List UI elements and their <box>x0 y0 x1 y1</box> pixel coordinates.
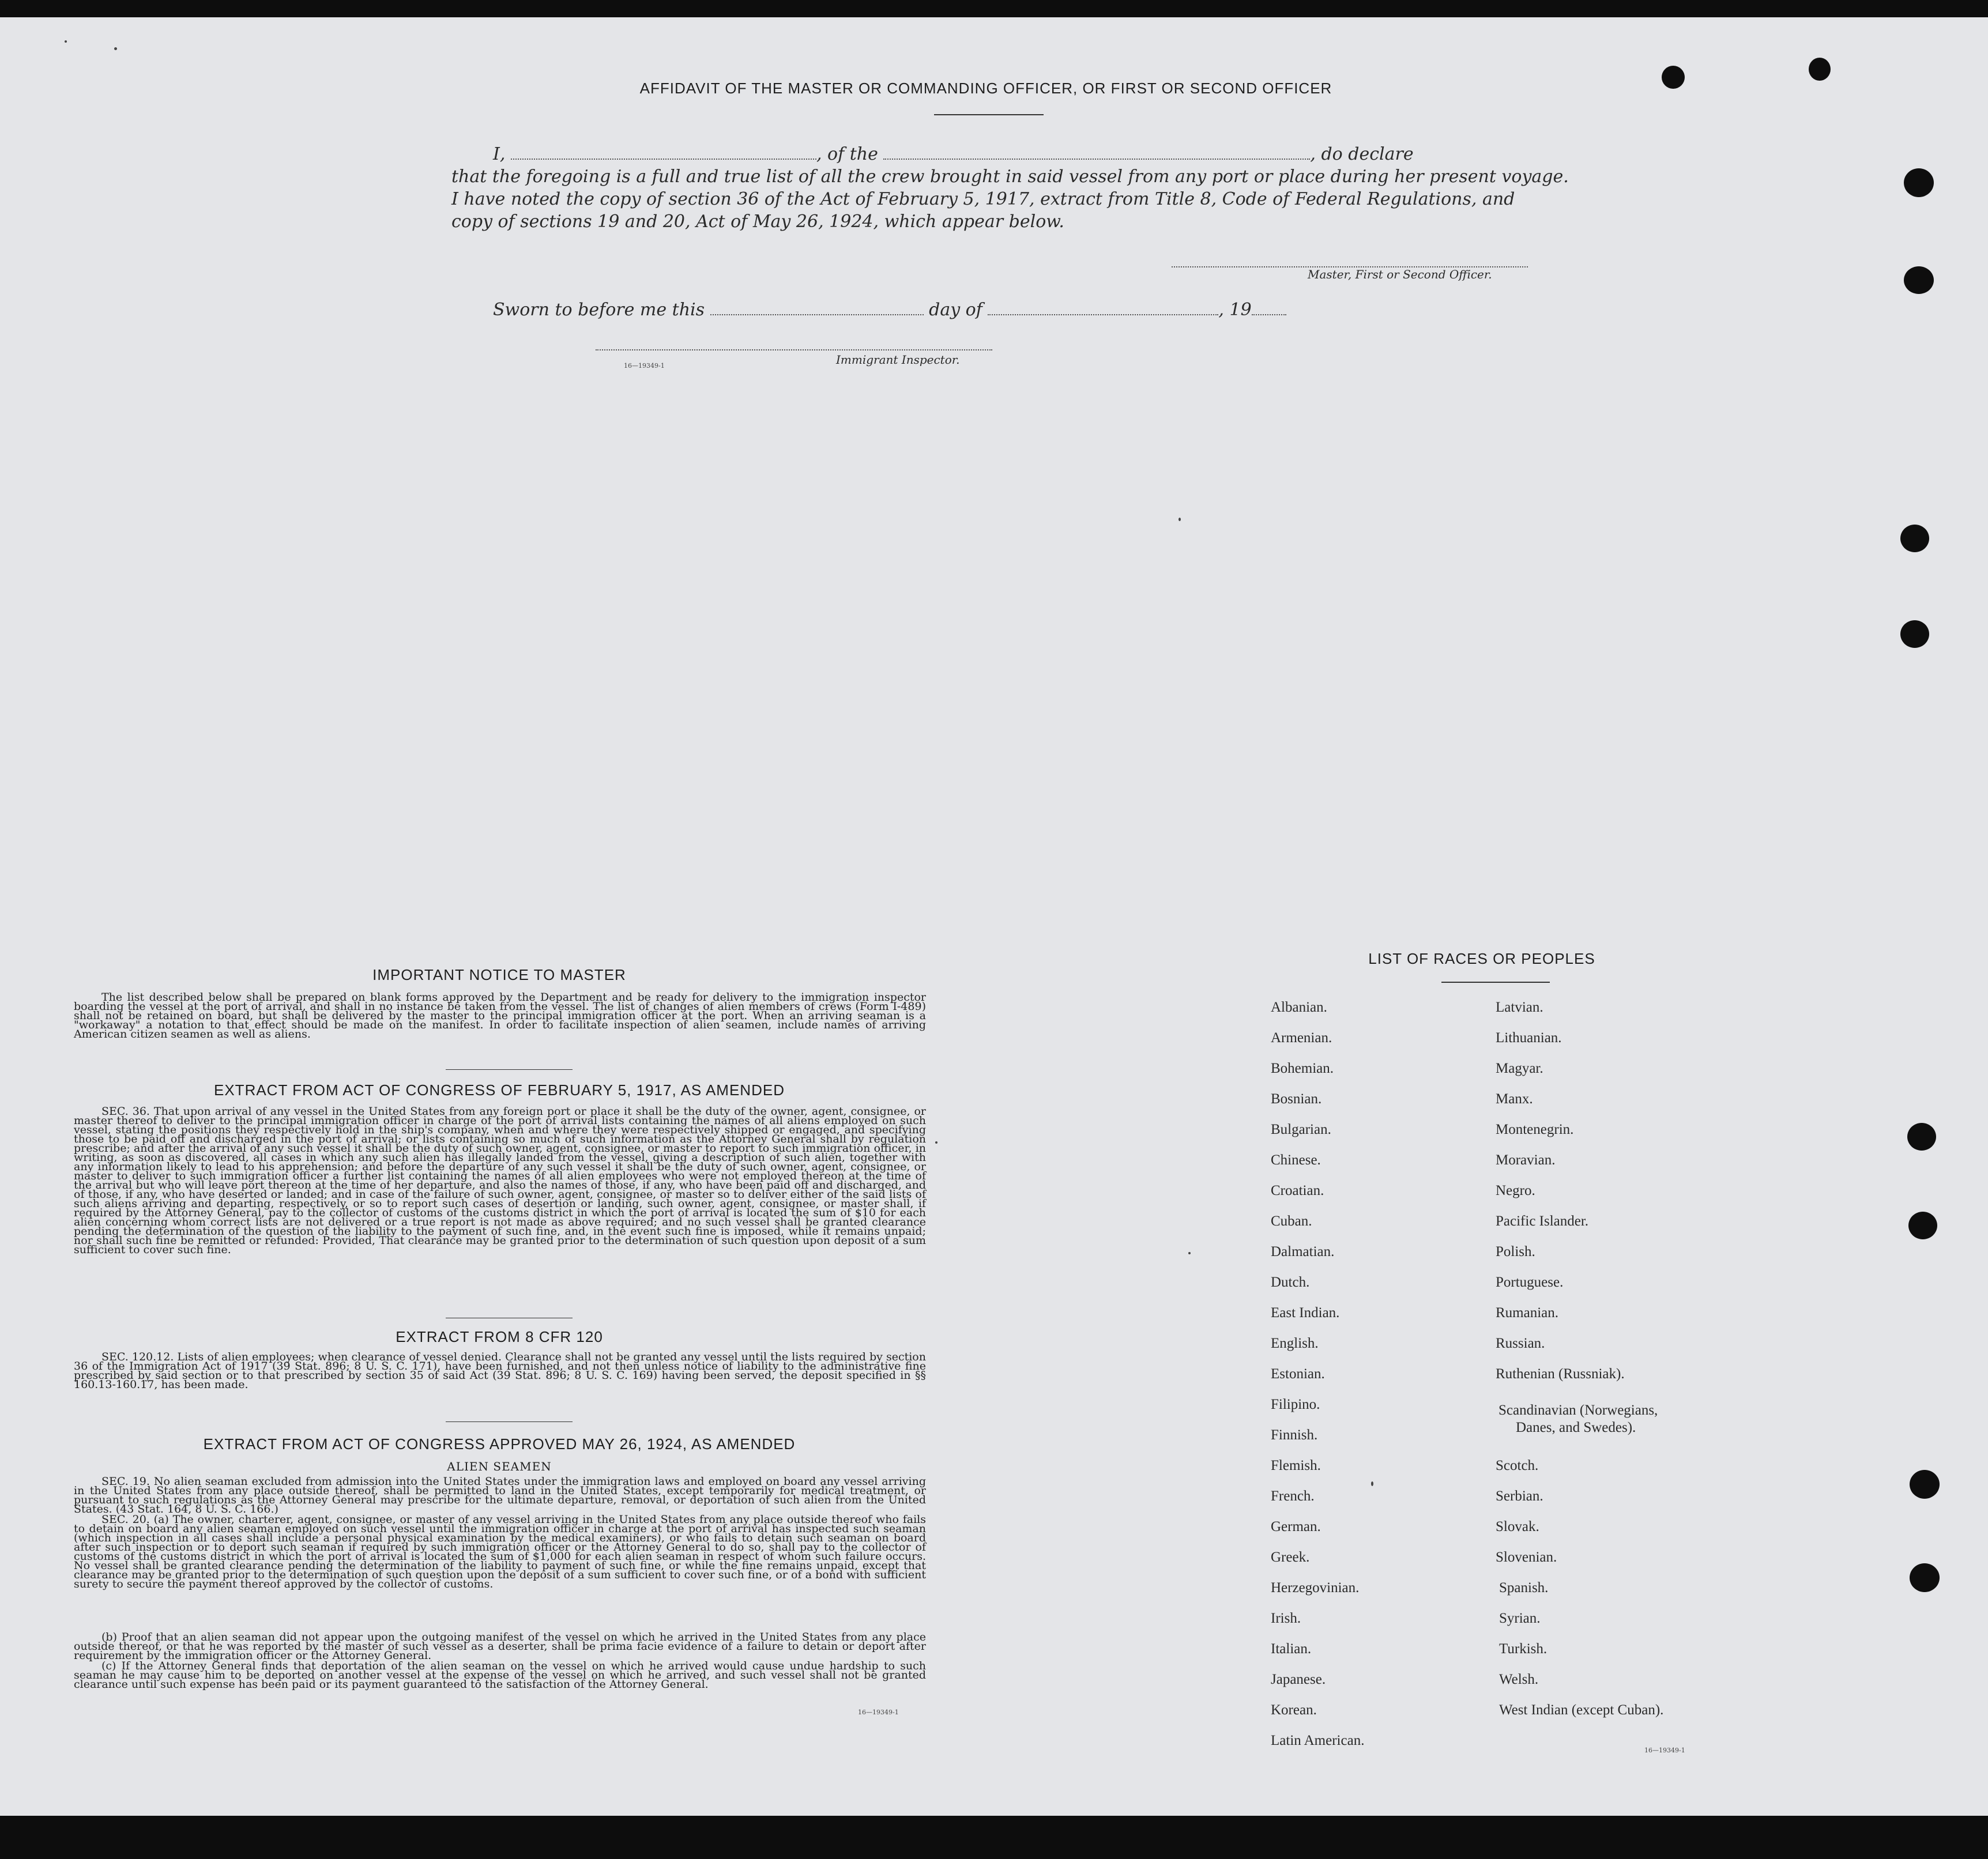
punch-hole <box>1904 266 1934 294</box>
extract-1924-sec19: SEC. 19. No alien seaman excluded from admission into the United States under the immigration laws and employed on board any vessel arriving in the United States from any place outside thereof, shall be permitted to land in the United States, except temporarily for medical treatment, or pursuant to such regulations as the Attorney General may prescribe for the ultimate departure, removal, or deportation of such alien from the United States. (43 Stat. 164, 8 U. S. C. 166.) <box>74 1475 926 1515</box>
race-item: Cuban. <box>1271 1213 1312 1229</box>
race-item: Bosnian. <box>1271 1091 1322 1107</box>
race-item: Estonian. <box>1271 1366 1325 1382</box>
race-item: Serbian. <box>1496 1488 1543 1504</box>
race-item: Magyar. <box>1496 1061 1543 1076</box>
affidavit-form-number: 16—19349-1 <box>624 362 665 369</box>
race-item: Danes, and Swedes). <box>1516 1420 1636 1435</box>
race-item: Welsh. <box>1499 1672 1539 1687</box>
sworn-line <box>493 299 1300 322</box>
affidavit-line-2: that the foregoing is a full and true list of all the crew brought in said vessel from any port or place during her present voyage. <box>451 167 1569 187</box>
race-item: Filipino. <box>1271 1397 1320 1412</box>
punch-hole <box>1809 58 1831 81</box>
sworn-day-of: day of <box>929 300 982 320</box>
extract-1924-sec20a: SEC. 20. (a) The owner, charterer, agent, consignee, or master of any vessel arriving in the United States from any place outside thereof who fails to detain on board any alien seaman employed on such vessel until the immigration officer in charge at the port of arrival has inspected such seaman (which inspection in all cases shall include a personal physical examination by the medical examiners), or who fails to detain such seaman on board after such inspection or to deport such seaman if required by such immigration officer or the Attorney General to do so, shall pay to the collector of customs of the customs district in which the port of arrival is located the sum of $1,000 for each alien seaman in respect of whom such failure occurs. No vessel shall be granted clearance pending the determination of the liability to payment of such fine, or while the fine remains unpaid, except that clearance may be granted prior to the determination of such question upon the deposit of a sum sufficient to cover such fine, or of a bond with sufficient surety to secure the payment thereof approved by the collector of customs. <box>74 1513 926 1590</box>
sworn-prefix: Sworn to before me this <box>493 300 705 320</box>
scan-speck <box>65 40 67 43</box>
form-sheet <box>0 17 1988 1816</box>
race-item: Latin American. <box>1271 1733 1365 1748</box>
race-item: Scandinavian (Norwegians, <box>1498 1402 1658 1418</box>
punch-hole <box>1907 1123 1936 1151</box>
race-item: Syrian. <box>1499 1611 1541 1626</box>
race-item: Moravian. <box>1496 1152 1556 1168</box>
punch-hole <box>1662 66 1685 89</box>
affidavit-line-4: copy of sections 19 and 20, Act of May 26, 1924, which appear below. <box>451 212 1064 232</box>
race-item: Dutch. <box>1271 1274 1310 1290</box>
declarant-name-field[interactable] <box>511 159 816 160</box>
title-divider <box>1441 982 1550 983</box>
notice-title: IMPORTANT NOTICE TO MASTER <box>372 966 626 983</box>
inspector-caption: Immigrant Inspector. <box>836 353 960 367</box>
race-item: Greek. <box>1271 1549 1310 1565</box>
race-item: Rumanian. <box>1496 1305 1559 1321</box>
race-item: Italian. <box>1271 1641 1312 1657</box>
sworn-day-field[interactable] <box>710 314 924 315</box>
extract-1917-text: SEC. 36. That upon arrival of any vessel in the United States from any foreign port or place it shall be the duty of the owner, agent, consignee, or master thereof to deliver to the principal immigration officer in charge of the port of arrival lists containing the names of all aliens employed on such vessel, stating the positions they respectively hold in the ship's company, when and where they were respectively shipped or engaged, and specifying those to be paid off and discharged in the port of arrival; or lists containing so much of such information as the Attorney General shall by regulation prescribe; and after the arrival of any such vessel it shall be the duty of such owner, agent, consignee, or master to report to such immigration officer, in writing, as soon as discovered, all cases in which any such alien has illegally landed from the vessel, giving a description of such alien, together with any information likely to lead to his apprehension; and before the departure of any such vessel it shall be the duty of such owner, agent, consignee, or master to deliver to such immigration officer a further list containing the names of all alien employees who were not employed thereon at the time of the arrival but who will leave port thereon at the time of her departure, and also the names of those, if any, who have been paid off and discharged, and of those, if any, who have deserted or landed; and in case of the failure of such owner, agent, consignee, or master so to deliver either of the said lists of such aliens arriving and departing, respectively, or so to report such cases of desertion or landing, such owner, agent, consignee, or master shall, if required by the Attorney General, pay to the collector of customs of the customs district in which the port of arrival is located the sum of $10 for each alien concerning whom correct lists are not delivered or a true report is not made as above required; and no such vessel shall be granted clearance pending the determination of the question of the liability to the payment of such fine, and, in the event such fine is imposed, while it remains unpaid; nor shall such fine be remitted or refunded: Provided, That clearance may be granted prior to the determination of such question upon deposit of a sum sufficient to cover such fine. <box>74 1105 926 1256</box>
race-item: Ruthenian (Russniak). <box>1496 1366 1625 1382</box>
extract-cfr-text: SEC. 120.12. Lists of alien employees; when clearance of vessel denied. Clearance shall not be granted any vessel until the lists required by section 36 of the Immigration Act of 1917 (39 Stat. 896; 8 U. S. C. 171), have been furnished, and not then unless notice of liability to the administrative fine prescribed by said section or to that prescribed by section 35 of said Act (39 Stat. 896; 8 U. S. C. 169) having been served, the deposit specified in §§ 160.13-160.17, has been made. <box>74 1351 926 1391</box>
affidavit-line-3: I have noted the copy of section 36 of the Act of February 5, 1917, extract from Title 8, Code of Federal Regulations, and <box>451 189 1515 209</box>
punch-hole <box>1900 525 1929 552</box>
race-item: Bohemian. <box>1271 1061 1334 1076</box>
race-item: Croatian. <box>1271 1183 1324 1198</box>
master-signature-caption: Master, First or Second Officer. <box>1308 267 1492 281</box>
affidavit-i: I, <box>493 144 506 164</box>
race-item: Herzegovinian. <box>1271 1580 1360 1596</box>
race-item: Russian. <box>1496 1336 1545 1351</box>
punch-hole <box>1910 1563 1940 1592</box>
punch-hole <box>1910 1470 1940 1499</box>
race-item: Dalmatian. <box>1271 1244 1335 1260</box>
scan-speck <box>1188 1252 1191 1254</box>
race-item: Japanese. <box>1271 1672 1326 1687</box>
affidavit-title: AFFIDAVIT OF THE MASTER OR COMMANDING OFFICER, OR FIRST OR SECOND OFFICER <box>639 80 1332 97</box>
race-item: Slovak. <box>1496 1519 1539 1534</box>
race-item: West Indian (except Cuban). <box>1499 1702 1664 1718</box>
race-item: Albanian. <box>1271 1000 1327 1015</box>
race-item: Bulgarian. <box>1271 1122 1331 1137</box>
race-item: Scotch. <box>1496 1458 1539 1473</box>
race-item: Turkish. <box>1499 1641 1548 1657</box>
section-divider <box>446 1421 573 1422</box>
affidavit-line-1 <box>451 143 1533 166</box>
race-item: English. <box>1271 1336 1319 1351</box>
race-item: Lithuanian. <box>1496 1030 1562 1046</box>
affidavit-do-declare: , do declare <box>1310 144 1414 164</box>
sworn-month-field[interactable] <box>988 314 1218 315</box>
race-item: Spanish. <box>1499 1580 1549 1596</box>
race-item: German. <box>1271 1519 1321 1534</box>
notice-text: The list described below shall be prepared on blank forms approved by the Department and be ready for delivery to the immigration inspector boarding the vessel at the port of arrival, and shall in no instance be taken from the vessel. The list of changes of alien members of crews (Form I-489) shall not be retained on board, but shall be delivered by the master to the principal immigration officer at the port. When an arriving seaman is a "workaway" a notation to that effect should be made on the manifest. In order to facilitate inspection of alien seamen, include names of arriving American citizen seamen as well as aliens. <box>74 991 926 1040</box>
section-divider <box>446 1069 573 1070</box>
extract-form-number: 16—19349-1 <box>858 1709 899 1716</box>
extract-1924-sec20c: (c) If the Attorney General finds that deportation of the alien seaman on the vessel on which he arrived would cause undue hardship to such seaman he may cause him to be deported on another vessel at the expense of the vessel on which he arrived, and such vessel shall not be granted clearance until such expense has been paid or its payment guaranteed to the satisfaction of the Attorney General. <box>74 1660 926 1691</box>
race-item: Montenegrin. <box>1496 1122 1574 1137</box>
race-item: Finnish. <box>1271 1427 1318 1443</box>
sworn-year-field[interactable] <box>1252 314 1286 315</box>
extract-cfr-title: EXTRACT FROM 8 CFR 120 <box>396 1328 603 1345</box>
vessel-name-field[interactable] <box>883 159 1310 160</box>
race-item: Portuguese. <box>1496 1274 1564 1290</box>
race-item: Pacific Islander. <box>1496 1213 1589 1229</box>
race-item: Polish. <box>1496 1244 1535 1260</box>
races-form-number: 16—19349-1 <box>1644 1747 1685 1754</box>
scan-speck <box>1179 518 1181 521</box>
race-item: Armenian. <box>1271 1030 1332 1046</box>
race-item: Irish. <box>1271 1611 1301 1626</box>
sworn-year-prefix: , 19 <box>1218 300 1252 320</box>
extract-1917-title: EXTRACT FROM ACT OF CONGRESS OF FEBRUARY 5, 1917, AS AMENDED <box>214 1081 785 1099</box>
races-title: LIST OF RACES OR PEOPLES <box>1368 950 1595 967</box>
race-item: French. <box>1271 1488 1315 1504</box>
punch-hole <box>1908 1212 1937 1239</box>
race-item: Manx. <box>1496 1091 1533 1107</box>
race-item: East Indian. <box>1271 1305 1340 1321</box>
scan-speck <box>114 47 117 50</box>
extract-1924-sec20b: (b) Proof that an alien seaman did not appear upon the outgoing manifest of the vessel on which he arrived in the United States from any place outside thereof, or that he was reported by the master of such vessel as a deserter, shall be prima facie evidence of a failure to detain or deport after requirement by the immigration officer or the Attorney General. <box>74 1631 926 1662</box>
race-item: Latvian. <box>1496 1000 1543 1015</box>
race-item: Flemish. <box>1271 1458 1321 1473</box>
race-item: Korean. <box>1271 1702 1317 1718</box>
inspector-signature-field[interactable] <box>596 348 992 350</box>
punch-hole <box>1904 168 1934 197</box>
scan-speck <box>935 1141 937 1144</box>
title-divider <box>934 114 1044 115</box>
scan-speck <box>1371 1481 1373 1486</box>
affidavit-of-the: , of the <box>816 144 878 164</box>
race-item: Slovenian. <box>1496 1549 1557 1565</box>
punch-hole <box>1900 620 1929 648</box>
extract-1924-subtitle: ALIEN SEAMEN <box>447 1460 552 1473</box>
race-item: Negro. <box>1496 1183 1535 1198</box>
race-item: Chinese. <box>1271 1152 1321 1168</box>
extract-1924-title: EXTRACT FROM ACT OF CONGRESS APPROVED MAY 26, 1924, AS AMENDED <box>203 1435 796 1453</box>
